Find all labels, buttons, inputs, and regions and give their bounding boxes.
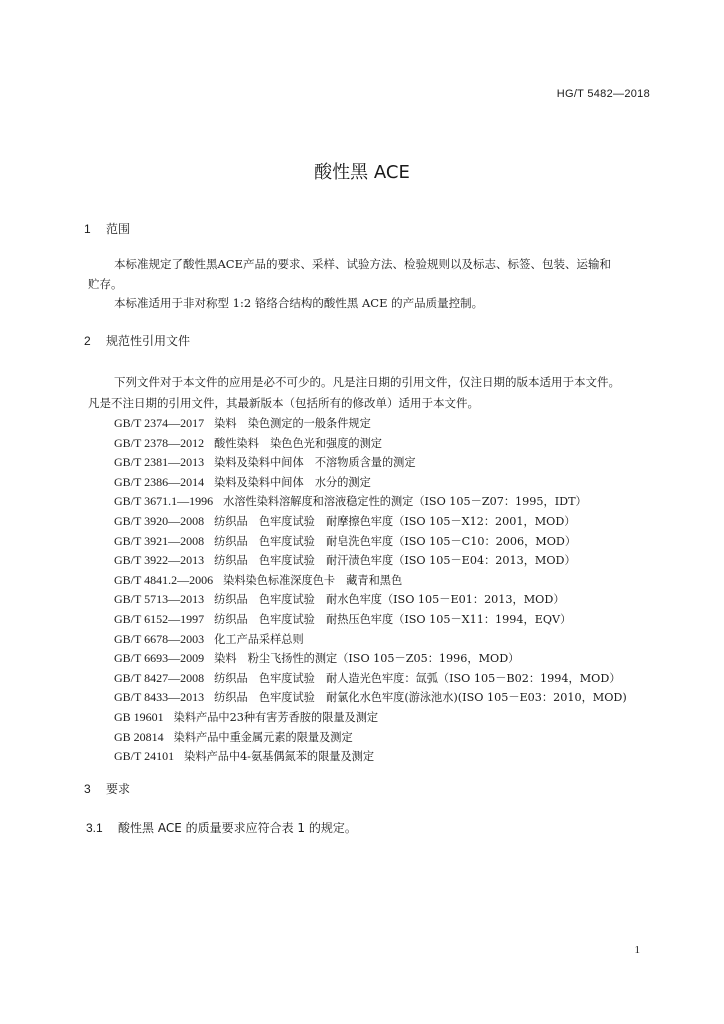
reference-code: GB/T 5713—2013 xyxy=(114,592,205,607)
reference-title: 染料产品中23种有害芳香胺的限量及测定 xyxy=(173,710,379,724)
reference-title: 纺织品 色牢度试验 耐汗渍色牢度（ISO 105－E04：2013，MOD） xyxy=(214,554,576,568)
reference-code: GB 19601 xyxy=(114,709,164,724)
section-1-heading xyxy=(84,220,130,237)
scope-para-2: 本标准适用于非对称型 1:2 铬络合结构的酸性黑 ACE 的产品质量控制。 xyxy=(114,296,484,310)
reference-item xyxy=(114,551,627,571)
reference-title: 染料 染色测定的一般条件规定 xyxy=(214,417,371,430)
reference-code: GB/T 2386—2014 xyxy=(114,474,205,489)
reference-title: 染料产品中重金属元素的限量及测定 xyxy=(173,730,353,744)
section-title: 范围 xyxy=(106,222,131,236)
subsection-number: 3.1 xyxy=(86,821,103,835)
reference-code: GB/T 3671.1—1996 xyxy=(114,494,214,509)
reference-title: 染料产品中4-氨基偶氮苯的限量及测定 xyxy=(184,750,375,764)
reference-item xyxy=(114,414,627,434)
section-3-heading xyxy=(84,780,130,797)
reference-code: GB/T 3920—2008 xyxy=(114,513,205,528)
reference-title: 纺织品 色牢度试验 耐水色牢度（ISO 105－E01：2013，MOD） xyxy=(214,593,565,607)
reference-title: 纺织品 色牢度试验 耐热压色牢度（ISO 105－X11：1994，EQV） xyxy=(214,612,572,626)
reference-title: 化工产品采样总则 xyxy=(214,632,304,646)
reference-code: GB/T 3922—2013 xyxy=(114,553,205,568)
subsection-3-1 xyxy=(86,819,357,836)
reference-code: GB/T 8427—2008 xyxy=(114,670,205,685)
reference-item xyxy=(114,688,627,708)
reference-title: 纺织品 色牢度试验 耐皂洗色牢度（ISO 105－C10：2006，MOD） xyxy=(214,534,577,548)
reference-code: GB/T 6152—1997 xyxy=(114,611,205,626)
reference-code: GB/T 24101 xyxy=(114,749,175,764)
section-title: 规范性引用文件 xyxy=(106,334,191,348)
reference-item xyxy=(114,532,627,552)
section-title: 要求 xyxy=(106,782,131,796)
reference-code: GB/T 2381—2013 xyxy=(114,455,205,470)
reference-item xyxy=(114,630,627,650)
reference-code: GB/T 4841.2—2006 xyxy=(114,572,214,587)
reference-item xyxy=(114,610,627,630)
page-number: 1 xyxy=(634,944,640,956)
scope-para-1-line-2: 贮存。 xyxy=(88,277,123,291)
subsection-text: 酸性黑 ACE 的质量要求应符合表 1 的规定。 xyxy=(118,821,357,835)
reference-code: GB/T 6693—2009 xyxy=(114,651,205,666)
reference-item xyxy=(114,434,627,454)
reference-title: 纺织品 色牢度试验 耐摩擦色牢度（ISO 105－X12：2001，MOD） xyxy=(214,514,576,528)
reference-code: GB/T 3921—2008 xyxy=(114,533,205,548)
reference-item xyxy=(114,649,627,669)
reference-title: 纺织品 色牢度试验 耐氯化水色牢度(游泳池水)(ISO 105－E03：2010，MOD) xyxy=(214,691,627,705)
reference-title: 染料及染料中间体 不溶物质含量的测定 xyxy=(214,456,416,470)
reference-title: 水溶性染料溶解度和溶液稳定性的测定（ISO 105－Z07：1995，IDT） xyxy=(223,495,587,509)
reference-item xyxy=(114,708,627,728)
reference-title: 染料及染料中间体 水分的测定 xyxy=(214,475,371,489)
reference-item xyxy=(114,571,627,591)
section-number: 1 xyxy=(84,222,91,236)
refs-intro-line-1: 下列文件对于本文件的应用是必不可少的。凡是注日期的引用文件，仅注日期的版本适用于本文件。 xyxy=(114,375,620,389)
reference-list xyxy=(114,414,627,767)
reference-item xyxy=(114,453,627,473)
reference-title: 酸性染料 染色色光和强度的测定 xyxy=(214,436,382,450)
section-number: 3 xyxy=(84,782,91,796)
standard-code: HG/T 5482—2018 xyxy=(556,88,650,100)
reference-item xyxy=(114,473,627,493)
reference-code: GB/T 8433—2013 xyxy=(114,690,205,705)
reference-title: 染料 粉尘飞扬性的测定（ISO 105－Z05：1996，MOD） xyxy=(214,652,520,666)
reference-item xyxy=(114,669,627,689)
reference-title: 染料染色标准深度色卡 藏青和黑色 xyxy=(223,573,403,587)
reference-code: GB/T 6678—2003 xyxy=(114,631,205,646)
reference-item xyxy=(114,512,627,532)
reference-code: GB 20814 xyxy=(114,729,164,744)
reference-item xyxy=(114,590,627,610)
document-title: 酸性黑 ACE xyxy=(314,162,410,183)
refs-intro-line-2: 凡是不注日期的引用文件，其最新版本（包括所有的修改单）适用于本文件。 xyxy=(88,396,479,410)
reference-item xyxy=(114,728,627,748)
section-2-heading xyxy=(84,332,190,349)
scope-para-1-line-1: 本标准规定了酸性黑ACE产品的要求、采样、试验方法、检验规则以及标志、标签、包装、运输和 xyxy=(114,257,611,271)
reference-code: GB/T 2374—2017 xyxy=(114,416,205,430)
section-number: 2 xyxy=(84,334,91,348)
reference-code: GB/T 2378—2012 xyxy=(114,435,205,450)
reference-title: 纺织品 色牢度试验 耐人造光色牢度：氙弧（ISO 105－B02：1994，MOD） xyxy=(214,671,621,685)
reference-item xyxy=(114,492,627,512)
reference-item xyxy=(114,747,627,767)
